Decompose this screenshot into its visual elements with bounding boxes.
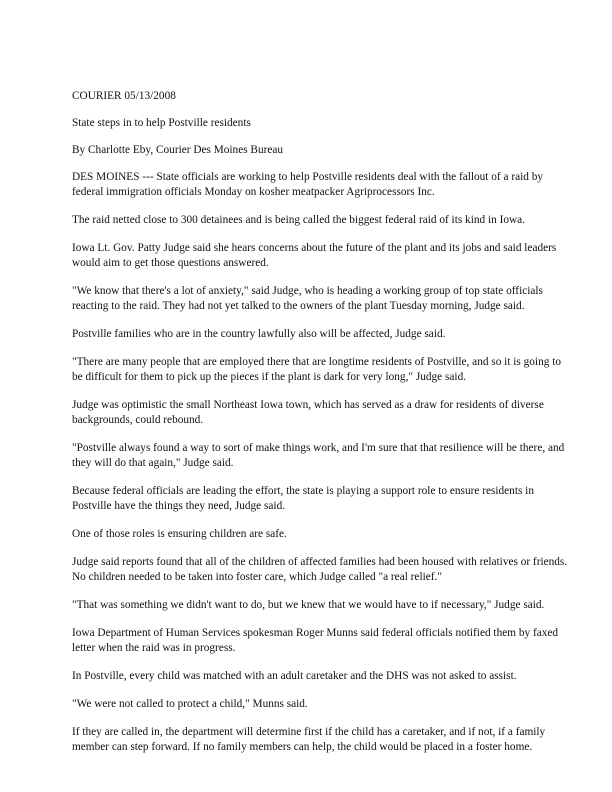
article-body — [72, 89, 572, 768]
paragraph: One of those roles is ensuring children are safe. — [72, 528, 287, 540]
source-line: COURIER 05/13/2008 — [72, 90, 176, 102]
paragraph: Because federal officials are leading the effort, the state is playing a support role to ensure residents in Postville have the things they need, Judge said. — [72, 485, 534, 512]
paragraph: "We were not called to protect a child," Munns said. — [72, 698, 308, 710]
paragraph: "Postville always found a way to sort of make things work, and I'm sure that that resilience will be there, and they will do that again," Judge said. — [72, 442, 565, 469]
paragraph: Judge said reports found that all of the children of affected families had been housed with relatives or friends. No children needed to be taken into foster care, which Judge called "a real relief." — [72, 556, 568, 583]
paragraph: "We know that there's a lot of anxiety," said Judge, who is heading a working group of top state officials reacting to the raid. They had not yet talked to the owners of the plant Tuesday morning, Judge said. — [72, 285, 543, 312]
paragraph: DES MOINES --- State officials are working to help Postville residents deal with the fallout of a raid by federal immigration officials Monday on kosher meatpacker Agriprocessors Inc. — [72, 171, 544, 198]
paragraph: Iowa Department of Human Services spokesman Roger Munns said federal officials notified them by faxed letter when the raid was in progress. — [72, 627, 559, 654]
headline: State steps in to help Postville residents — [72, 117, 251, 129]
paragraph: If they are called in, the department will determine first if the child has a caretaker, and if not, if a family member can step forward. If no family members can help, the child would be placed in a foster home. — [72, 726, 546, 753]
byline: By Charlotte Eby, Courier Des Moines Bureau — [72, 144, 284, 156]
paragraph: Postville families who are in the country lawfully also will be affected, Judge said. — [72, 328, 446, 340]
paragraph: The raid netted close to 300 detainees and is being called the biggest federal raid of its kind in Iowa. — [72, 214, 525, 226]
paragraph: Judge was optimistic the small Northeast Iowa town, which has served as a draw for residents of diverse backgrounds, could rebound. — [72, 399, 544, 426]
paragraph: "There are many people that are employed there that are longtime residents of Postville, and so it is going to be difficult for them to pick up the pieces if the plant is dark for very long," Judge said. — [72, 356, 561, 383]
paragraph: Iowa Lt. Gov. Patty Judge said she hears concerns about the future of the plant and its jobs and said leaders would aim to get those questions answered. — [72, 242, 557, 269]
paragraph: In Postville, every child was matched with an adult caretaker and the DHS was not asked to assist. — [72, 670, 517, 682]
paragraph: "That was something we didn't want to do, but we knew that we would have to if necessary," Judge said. — [72, 599, 545, 611]
